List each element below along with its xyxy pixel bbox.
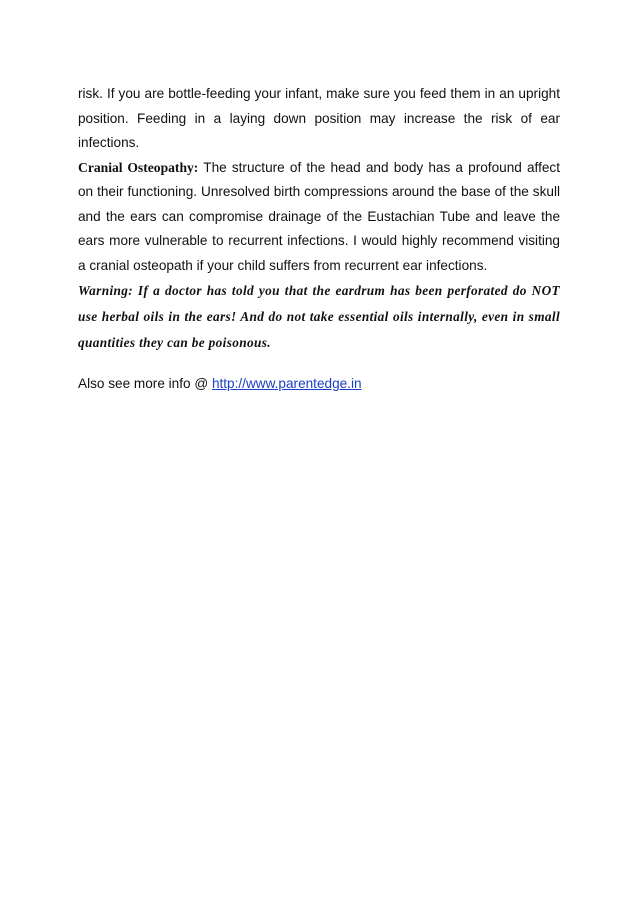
paragraph-cranial-osteopathy: [78, 156, 560, 279]
cranial-osteopathy-heading: Cranial Osteopathy:: [78, 159, 199, 175]
parentedge-link[interactable]: http://www.parentedge.in: [211, 376, 362, 391]
warning-paragraph: Warning: If a doctor has told you that the eardrum has been perforated do NOT use herbal oils in the ears! And do not take essential oils internally, even in small quantities they can be poisonous.: [78, 283, 560, 350]
document-page: [78, 82, 560, 397]
cranial-osteopathy-body: The structure of the head and body has a profound affect on their functioning. Unresolved birth compressions around the base of the skull and the ears can compromise drainage of the Eustachian Tube and leave the ears more vulnerable to recurrent infections. I would highly recommend visiting a cranial osteopath if your child suffers from recurrent ear infections.: [78, 159, 560, 273]
paragraph-spacer: [78, 356, 560, 372]
more-info-line: [78, 372, 560, 397]
more-info-prefix: Also see more info @: [78, 376, 212, 391]
paragraph-feeding: risk. If you are bottle-feeding your infant, make sure you feed them in an upright position. Feeding in a laying down position may increase the risk of ear infections.: [78, 86, 560, 150]
